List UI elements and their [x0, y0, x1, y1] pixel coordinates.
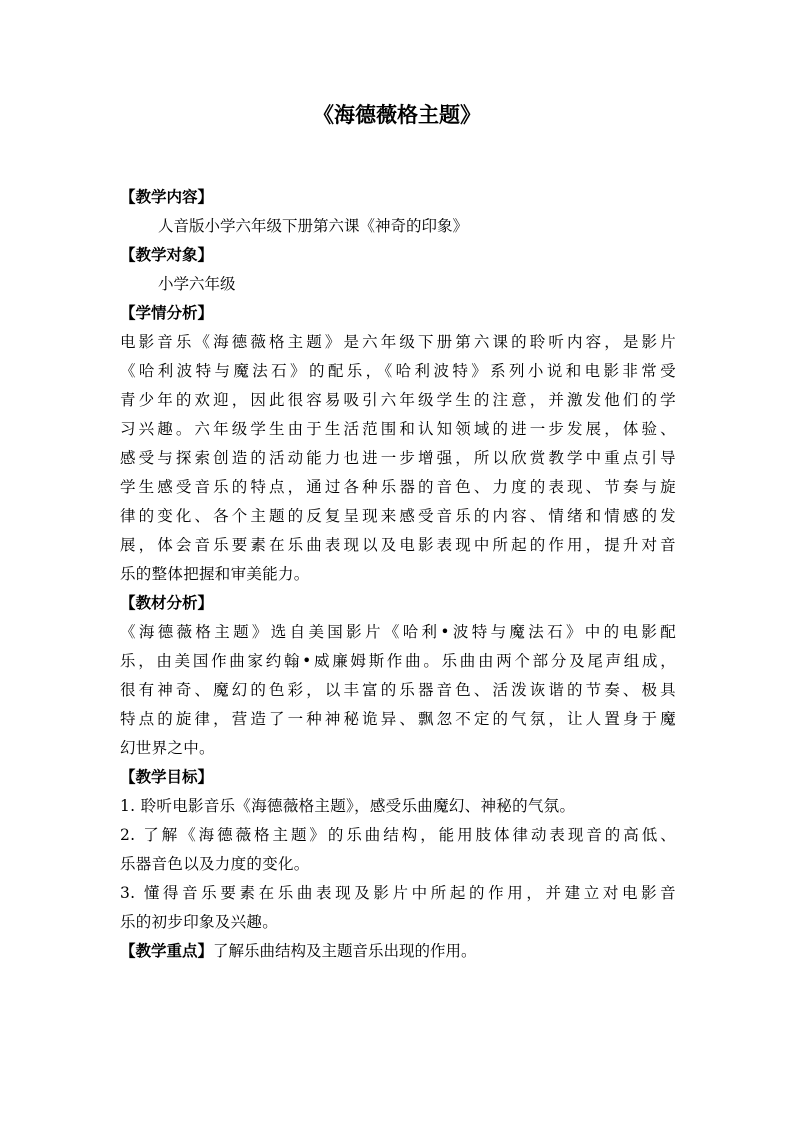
heading-teaching-audience: 【教学对象】	[120, 246, 214, 264]
heading-teaching-goals: 【教学目标】	[120, 768, 214, 786]
teaching-audience-text: 小学六年级	[158, 275, 236, 293]
paragraph-line: 学生感受音乐的特点，通过各种乐器的音色、力度的表现、节奏与旋	[120, 478, 676, 496]
goal-item: 1. 聆听电影音乐《海德薇格主题》，感受乐曲魔幻、神秘的气氛。	[120, 797, 576, 815]
paragraph-line: 展，体会音乐要素在乐曲表现以及电影表现中所起的作用，提升对音	[120, 536, 676, 554]
document-body	[120, 183, 676, 966]
paragraph-line: 特点的旋律，营造了一种神秘诡异、飘忽不定的气氛，让人置身于魔	[120, 710, 676, 728]
paragraph-line: 幻世界之中。	[120, 739, 215, 757]
paragraph-line: 感受与探索创造的活动能力也进一步增强，所以欣赏教学中重点引导	[120, 449, 676, 467]
goal-item: 2. 了解《海德薇格主题》的乐曲结构，能用肢体律动表现音的高低、	[120, 826, 676, 844]
teaching-focus-row	[120, 937, 676, 966]
goal-item: 3. 懂得音乐要素在乐曲表现及影片中所起的作用，并建立对电影音	[120, 884, 676, 902]
paragraph-line: 《海德薇格主题》选自美国影片《哈利•波特与魔法石》中的电影配	[120, 623, 676, 641]
paragraph-line: 青少年的欢迎，因此很容易吸引六年级学生的注意，并激发他们的学	[120, 391, 676, 409]
paragraph-line: 习兴趣。六年级学生由于生活范围和认知领域的进一步发展，体验、	[120, 420, 676, 438]
goal-item-continued: 乐的初步印象及兴趣。	[120, 913, 279, 931]
heading-teaching-content: 【教学内容】	[120, 188, 214, 206]
paragraph-line: 很有神奇、魔幻的色彩，以丰富的乐器音色、活泼诙谐的节奏、极具	[120, 681, 676, 699]
heading-teaching-focus: 【教学重点】	[120, 942, 214, 960]
goal-item-continued: 乐器音色以及力度的变化。	[120, 855, 310, 873]
paragraph-line: 《哈利波特与魔法石》的配乐，《哈利波特》系列小说和电影非常受	[120, 362, 676, 380]
learner-analysis-paragraph	[120, 328, 676, 589]
document-title: 《海德薇格主题》	[313, 103, 481, 127]
teaching-goals-list	[120, 792, 676, 937]
paragraph-line: 乐的整体把握和审美能力。	[120, 565, 310, 583]
heading-learner-analysis: 【学情分析】	[120, 304, 214, 322]
teaching-focus-text: 了解乐曲结构及主题音乐出现的作用。	[213, 942, 477, 960]
paragraph-line: 律的变化、各个主题的反复呈现来感受音乐的内容、情绪和情感的发	[120, 507, 676, 525]
heading-material-analysis: 【教材分析】	[120, 594, 214, 612]
material-analysis-paragraph	[120, 618, 676, 763]
paragraph-line: 乐，由美国作曲家约翰•威廉姆斯作曲。乐曲由两个部分及尾声组成，	[120, 652, 676, 670]
paragraph-line: 电影音乐《海德薇格主题》是六年级下册第六课的聆听内容，是影片	[120, 333, 676, 351]
teaching-content-text: 人音版小学六年级下册第六课《神奇的印象》	[158, 217, 469, 235]
